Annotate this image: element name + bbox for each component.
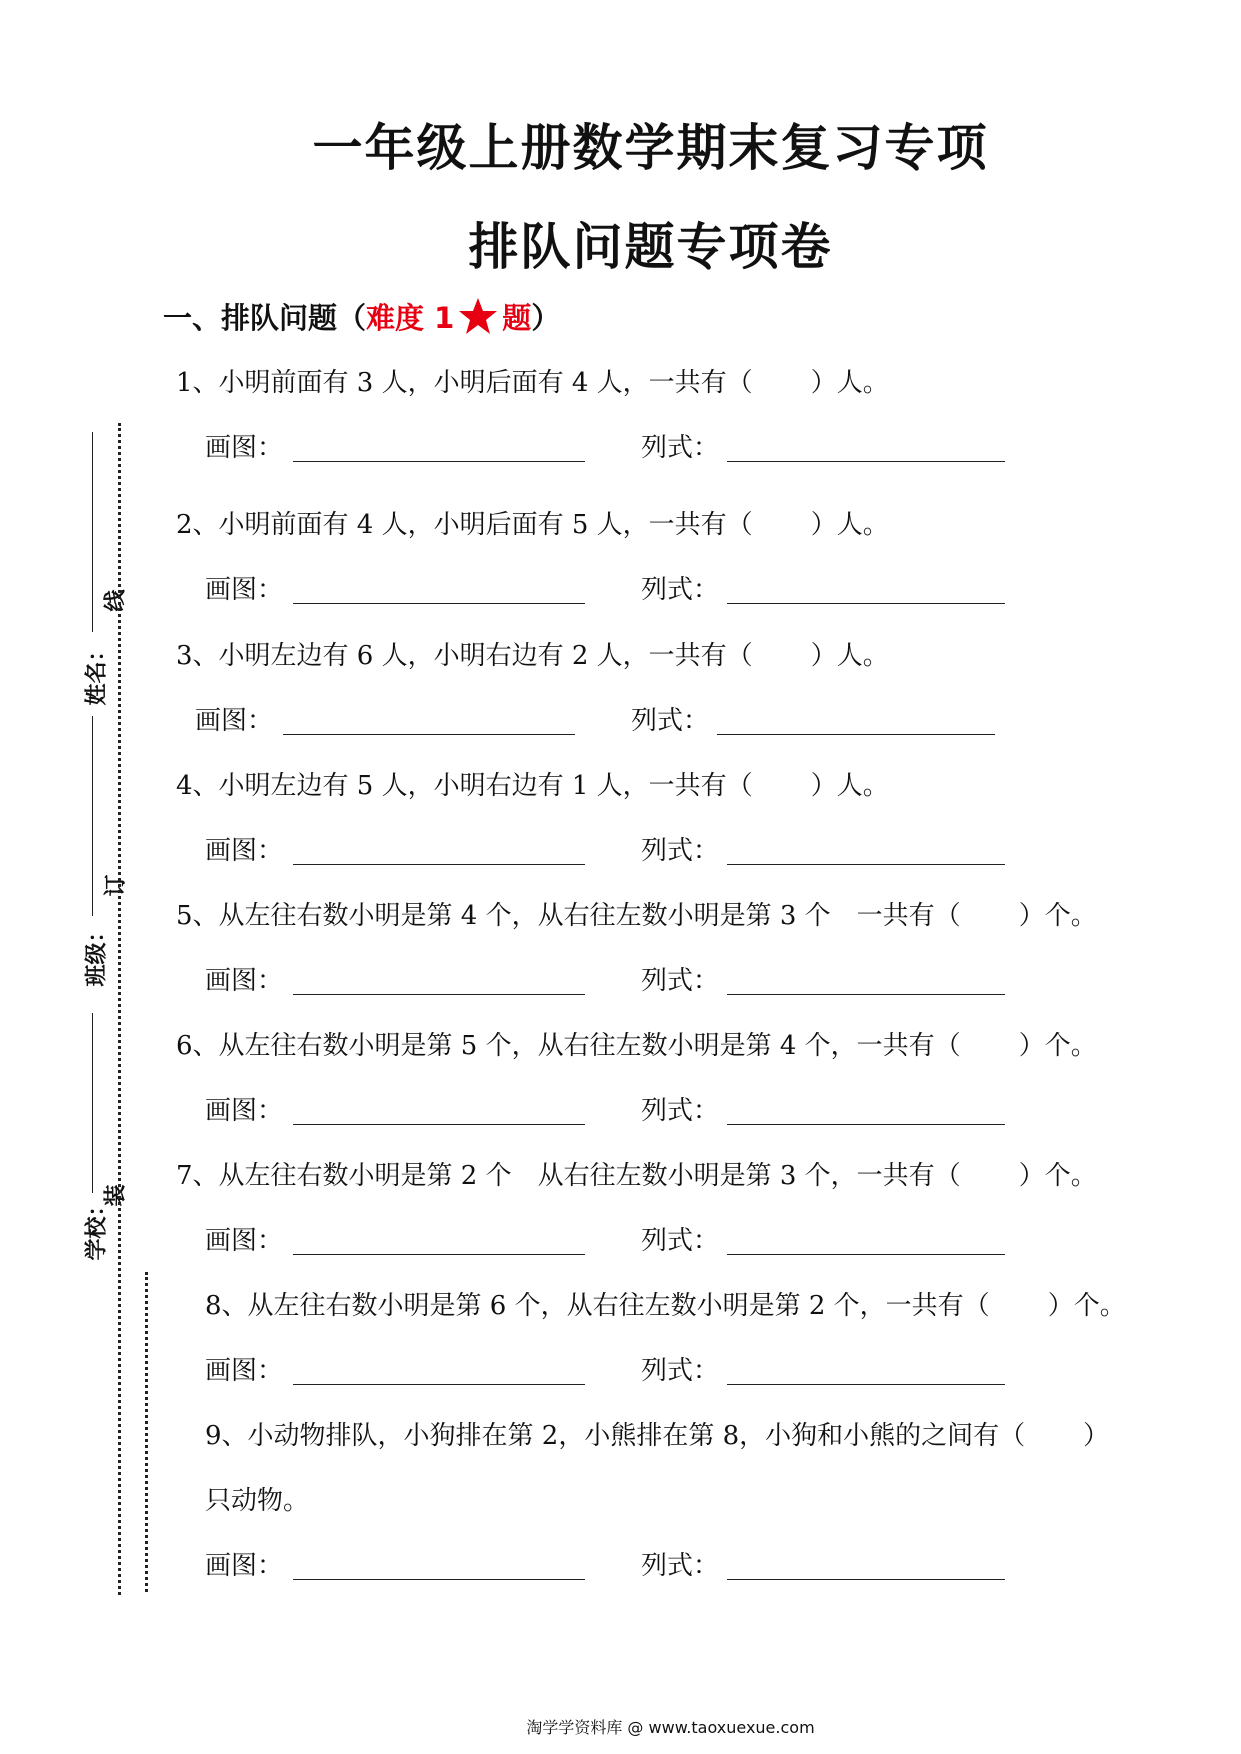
formula-label: 列式： xyxy=(641,836,720,866)
page-subtitle: 排队问题专项卷 xyxy=(468,218,833,276)
draw-label: 画图： xyxy=(205,1226,284,1256)
formula-label: 列式： xyxy=(641,966,720,996)
question-9 xyxy=(205,1423,1109,1449)
draw-line[interactable] xyxy=(293,1254,585,1255)
draw-line[interactable] xyxy=(293,864,585,865)
formula-line[interactable] xyxy=(727,1579,1005,1580)
question-text: 6、从左往右数小明是第 5 个，从右往左数小明是第 4 个，一共有（ xyxy=(176,1031,961,1061)
formula-line[interactable] xyxy=(727,1384,1005,1385)
formula-line[interactable] xyxy=(727,1254,1005,1255)
draw-line[interactable] xyxy=(293,1384,585,1385)
question-tail: ）个。 xyxy=(1047,1291,1126,1321)
question-1 xyxy=(176,370,889,396)
draw-label: 画图： xyxy=(205,1551,284,1581)
school-label: 学校： xyxy=(84,1194,110,1261)
binding-dotted-line-inner xyxy=(145,1272,148,1592)
formula-line[interactable] xyxy=(727,1124,1005,1125)
draw-label: 画图： xyxy=(195,706,274,736)
question-tail: ）人。 xyxy=(810,510,889,540)
formula-label: 列式： xyxy=(631,706,710,736)
question-text: 1、小明前面有 3 人，小明后面有 4 人，一共有（ xyxy=(176,368,753,398)
question-tail: ） xyxy=(1083,1421,1110,1451)
formula-label: 列式： xyxy=(641,1356,720,1386)
question-9-continued: 只动物。 xyxy=(205,1486,310,1516)
formula-label: 列式： xyxy=(641,1551,720,1581)
draw-line[interactable] xyxy=(293,603,585,604)
formula-line[interactable] xyxy=(727,461,1005,462)
name-write-line[interactable] xyxy=(92,432,93,632)
draw-line[interactable] xyxy=(283,734,575,735)
section-heading xyxy=(163,296,560,337)
school-write-line[interactable] xyxy=(92,1013,93,1193)
draw-label: 画图： xyxy=(205,966,284,996)
formula-line[interactable] xyxy=(717,734,995,735)
question-tail: ）个。 xyxy=(1018,901,1097,931)
question-2 xyxy=(176,512,889,538)
difficulty-suffix: 题 xyxy=(502,301,532,335)
star-icon xyxy=(458,296,498,336)
question-text: 9、小动物排队，小狗排在第 2，小熊排在第 8，小狗和小熊的之间有（ xyxy=(205,1421,1026,1451)
formula-line[interactable] xyxy=(727,603,1005,604)
question-tail: ）个。 xyxy=(1018,1031,1097,1061)
question-text: 7、从左往右数小明是第 2 个 从右往左数小明是第 3 个，一共有（ xyxy=(176,1161,961,1191)
question-tail: ）人。 xyxy=(810,368,889,398)
draw-line[interactable] xyxy=(293,461,585,462)
formula-label: 列式： xyxy=(641,433,720,463)
question-tail: ）人。 xyxy=(810,641,889,671)
question-4 xyxy=(176,773,889,799)
formula-label: 列式： xyxy=(641,1226,720,1256)
class-label: 班级： xyxy=(84,920,110,987)
footer-source: 淘学学资料库 @ www.taoxuexue.com xyxy=(526,1718,815,1737)
question-6 xyxy=(176,1033,1097,1059)
formula-label: 列式： xyxy=(641,1096,720,1126)
draw-line[interactable] xyxy=(293,994,585,995)
section-suffix: ） xyxy=(531,301,561,335)
binding-zhuang-char: 装 xyxy=(103,1184,129,1207)
binding-ding-char: 订 xyxy=(103,874,129,897)
question-tail: ）个。 xyxy=(1018,1161,1097,1191)
binding-dotted-line xyxy=(118,423,121,1595)
section-prefix: 一、排队问题（ xyxy=(163,301,367,335)
difficulty-label: 难度 1 xyxy=(366,301,455,335)
name-label: 姓名： xyxy=(84,639,110,706)
page-title: 一年级上册数学期末复习专项 xyxy=(312,119,989,177)
question-text: 3、小明左边有 6 人，小明右边有 2 人，一共有（ xyxy=(176,641,753,671)
formula-label: 列式： xyxy=(641,575,720,605)
formula-line[interactable] xyxy=(727,864,1005,865)
class-write-line[interactable] xyxy=(92,716,93,916)
question-text: 5、从左往右数小明是第 4 个，从右往左数小明是第 3 个 一共有（ xyxy=(176,901,961,931)
formula-line[interactable] xyxy=(727,994,1005,995)
question-5 xyxy=(176,903,1097,929)
question-text: 8、从左往右数小明是第 6 个，从右往左数小明是第 2 个，一共有（ xyxy=(205,1291,990,1321)
question-text: 2、小明前面有 4 人，小明后面有 5 人，一共有（ xyxy=(176,510,753,540)
question-7 xyxy=(176,1163,1097,1189)
draw-label: 画图： xyxy=(205,433,284,463)
draw-label: 画图： xyxy=(205,836,284,866)
question-3 xyxy=(176,643,889,669)
draw-label: 画图： xyxy=(205,575,284,605)
draw-line[interactable] xyxy=(293,1124,585,1125)
binding-line-char: 线 xyxy=(103,589,129,612)
draw-label: 画图： xyxy=(205,1356,284,1386)
question-8 xyxy=(205,1293,1126,1319)
question-text: 4、小明左边有 5 人，小明右边有 1 人，一共有（ xyxy=(176,771,753,801)
question-tail: ）人。 xyxy=(810,771,889,801)
draw-label: 画图： xyxy=(205,1096,284,1126)
draw-line[interactable] xyxy=(293,1579,585,1580)
